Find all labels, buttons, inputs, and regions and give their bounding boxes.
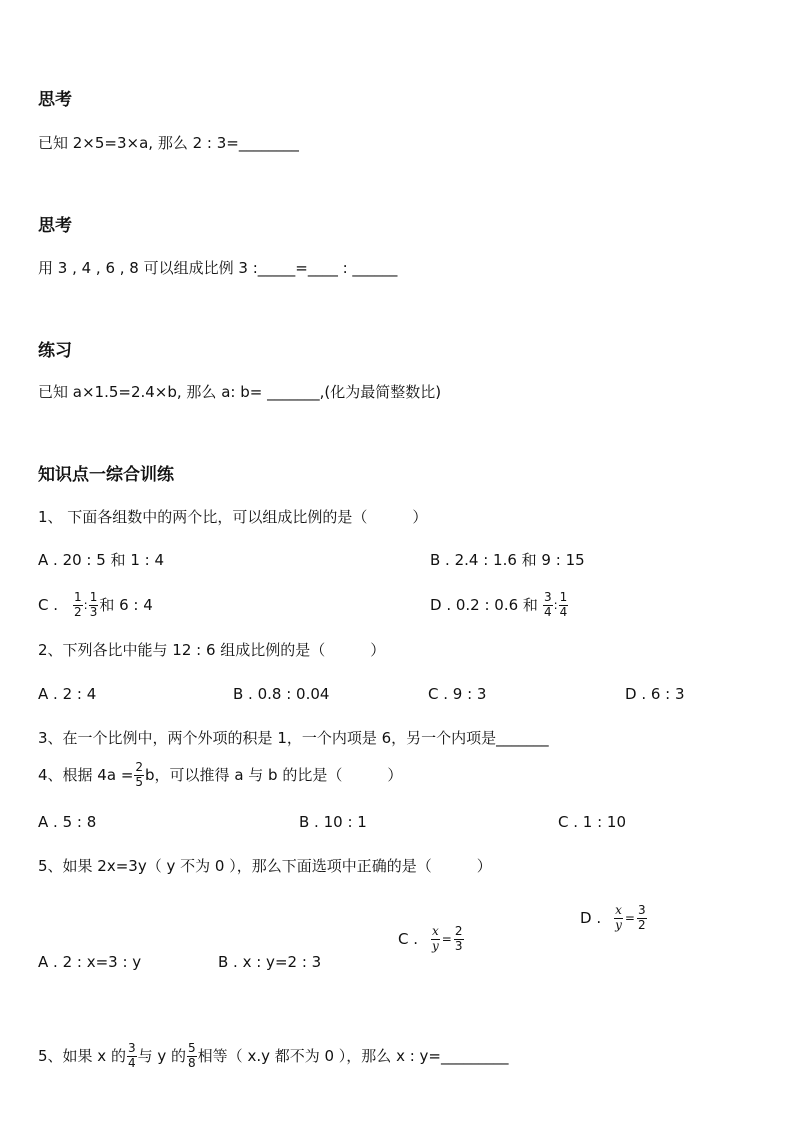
q1-c-fraction-2: $\frac{1}{3}$	[89, 589, 98, 619]
q1-c-suffix: 和 6 : 4	[99, 595, 153, 614]
q1-c-colon: :	[83, 598, 88, 612]
q1-c-fraction-1: $\frac{1}{2}$	[74, 589, 82, 619]
q2-option-a: A . 2 : 4	[38, 685, 97, 703]
section-heading-think-2: 思考	[38, 216, 72, 236]
q5-option-c	[398, 920, 465, 958]
q6-fraction-2: $\frac{5}{8}$	[188, 1040, 196, 1070]
section-heading-practice: 练习	[38, 341, 72, 361]
q5-d-prefix: D .	[580, 908, 602, 927]
q1-d-colon: :	[553, 598, 558, 612]
think-2-question: 用 3 , 4 , 6 , 8 可以组成比例 3 :_____=____ : ______	[38, 259, 398, 277]
q1-d-fraction-1: $\frac{3}{4}$	[543, 589, 552, 619]
q5-c-equals: =	[441, 932, 452, 946]
q2-option-c: C . 9 : 3	[428, 685, 487, 703]
q1-d-prefix: D . 0.2 : 0.6 和	[430, 595, 538, 614]
q4-option-c: C . 1 : 10	[558, 813, 626, 831]
q4-option-b: B . 10 : 1	[299, 813, 367, 831]
q6-part-3: 相等（ x.y 都不为 0 ），那么 x : y=_________	[197, 1046, 509, 1065]
q5-option-d	[580, 899, 648, 937]
q2-option-b: B . 0.8 : 0.04	[233, 685, 330, 703]
q3-stem: 3、在一个比例中，两个外项的积是 1，一个内项是 6，另一个内项是_______	[38, 729, 549, 747]
q5-c-lhs-fraction: $\frac{x}{y}$	[432, 923, 439, 953]
q1-option-d	[430, 587, 569, 623]
q5-option-a: A . 2 : x=3 : y	[38, 953, 142, 971]
q5-d-rhs-fraction: $\frac{3}{2}$	[637, 902, 646, 932]
q1-option-b: B . 2.4 : 1.6 和 9 : 15	[430, 551, 585, 569]
q4-option-a: A . 5 : 8	[38, 813, 97, 831]
q5-c-rhs-fraction: $\frac{2}{3}$	[454, 923, 463, 953]
q1-stem: 1、 下面各组数中的两个比，可以组成比例的是（ ）	[38, 508, 428, 526]
q4-fraction: $\frac{2}{5}$	[135, 759, 144, 789]
q6-part-1: 5、如果 x 的	[38, 1046, 126, 1065]
q1-c-prefix: C .	[38, 595, 59, 614]
q6-stem	[38, 1037, 509, 1075]
q5-d-lhs-fraction: $\frac{x}{y}$	[615, 902, 622, 932]
q1-d-fraction-2: $\frac{1}{4}$	[559, 589, 568, 619]
q1-option-c	[38, 587, 153, 623]
q2-option-d: D . 6 : 3	[625, 685, 685, 703]
section-heading-training: 知识点一综合训练	[38, 465, 174, 485]
q1-option-a: A . 20 : 5 和 1 : 4	[38, 551, 164, 569]
q5-d-equals: =	[624, 911, 635, 925]
practice-question: 已知 a×1.5=2.4×b, 那么 a: b= _______,(化为最简整数比)	[38, 383, 442, 401]
think-1-question: 已知 2×5=3×a, 那么 2 : 3=________	[38, 134, 299, 152]
q6-part-2: 与 y 的	[137, 1046, 187, 1065]
q4-stem-prefix: 4、根据 4a =	[38, 765, 134, 784]
q2-stem: 2、下列各比中能与 12 : 6 组成比例的是（ ）	[38, 641, 386, 659]
q5-c-prefix: C .	[398, 929, 419, 948]
section-heading-think-1: 思考	[38, 90, 72, 110]
q6-fraction-1: $\frac{3}{4}$	[127, 1040, 136, 1070]
q4-stem	[38, 757, 402, 793]
q5-option-b: B . x : y=2 : 3	[218, 953, 322, 971]
q5-stem: 5、如果 2x=3y（ y 不为 0 ），那么下面选项中正确的是（ ）	[38, 857, 492, 875]
q4-stem-suffix: b，可以推得 a 与 b 的比是（ ）	[145, 765, 403, 784]
